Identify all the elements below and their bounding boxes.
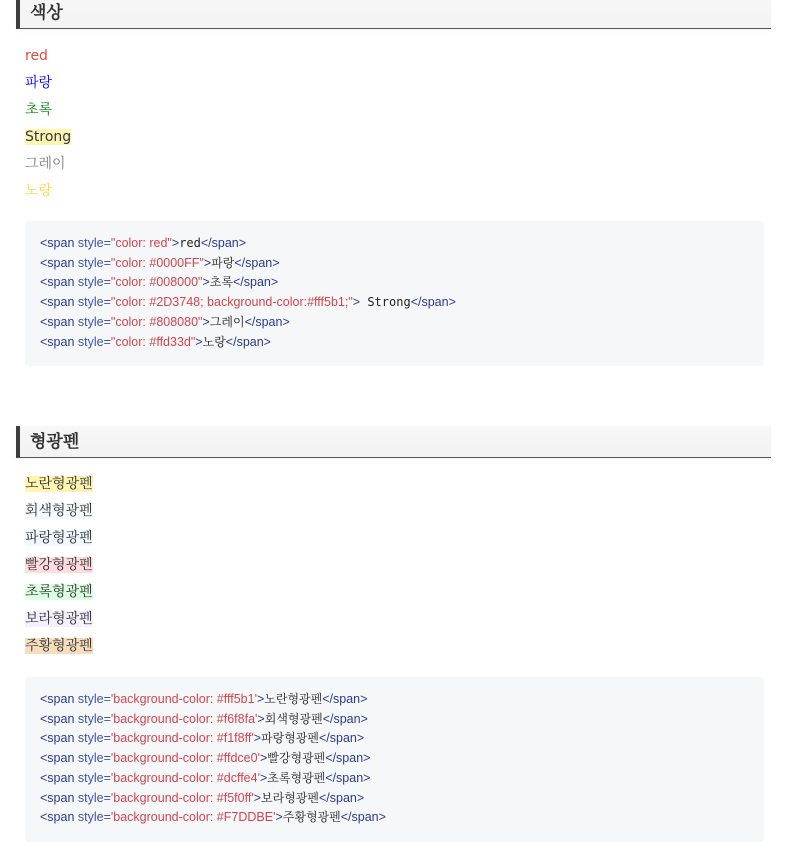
color-sample-gray: 그레이 [25,156,66,172]
section-header-color [16,0,771,29]
code-line: <span style='background-color: #dcffe4'>초록형광펜</span> [40,770,371,785]
code-line: <span style="color: #808080">그레이</span> [40,314,290,329]
code-line: <span style='background-color: #f1f8ff'>파랑형광펜</span> [40,731,365,746]
color-sample-yellow: 노랑 [25,183,53,199]
section-header-highlighter [16,426,771,458]
highlight-sample-blue: 파랑형광펜 [25,530,93,546]
code-line: <span style="color: #0000FF">파랑</span> [40,255,280,270]
code-block-color [25,221,764,366]
code-line: <span style='background-color: #f6f8fa'>회색형광펜</span> [40,711,368,726]
code-line: <span style='background-color: #ffdce0'>빨강형광펜</span> [40,751,371,766]
highlight-sample-gray: 회색형광펜 [25,503,93,519]
code-line: <span style="color: #ffd33d">노랑</span> [40,334,271,349]
highlight-sample-green: 초록형광펜 [25,584,93,600]
highlight-sample-red: 빨강형광펜 [25,557,93,573]
code-block-highlighter [25,677,764,842]
code-line: <span style='background-color: #F7DDBE'>주황형광펜</span> [40,810,386,825]
color-sample-red: red [25,48,48,64]
code-line: <span style='background-color: #fff5b1'>노란형광펜</span> [40,692,368,706]
highlight-sample-orange: 주황형광펜 [25,638,93,654]
code-line: <span style="color: red">red</span> [40,236,247,250]
highlight-sample-purple: 보라형광펜 [25,611,93,627]
code-line: <span style="color: #2D3748; background-color:#fff5b1;"> Strong</span> [40,295,456,310]
code-line: <span style='background-color: #f5f0ff'>보라형광펜</span> [40,790,365,805]
section-title-color: 색상 [30,3,63,23]
color-sample-blue: 파랑 [25,75,53,91]
code-line: <span style="color: #008000">초록</span> [40,275,279,290]
highlight-sample-yellow: 노란형광펜 [25,476,93,492]
section-title-highlighter: 형광펜 [30,432,80,452]
color-sample-strong: Strong [25,129,72,145]
color-sample-green: 초록 [25,102,53,118]
